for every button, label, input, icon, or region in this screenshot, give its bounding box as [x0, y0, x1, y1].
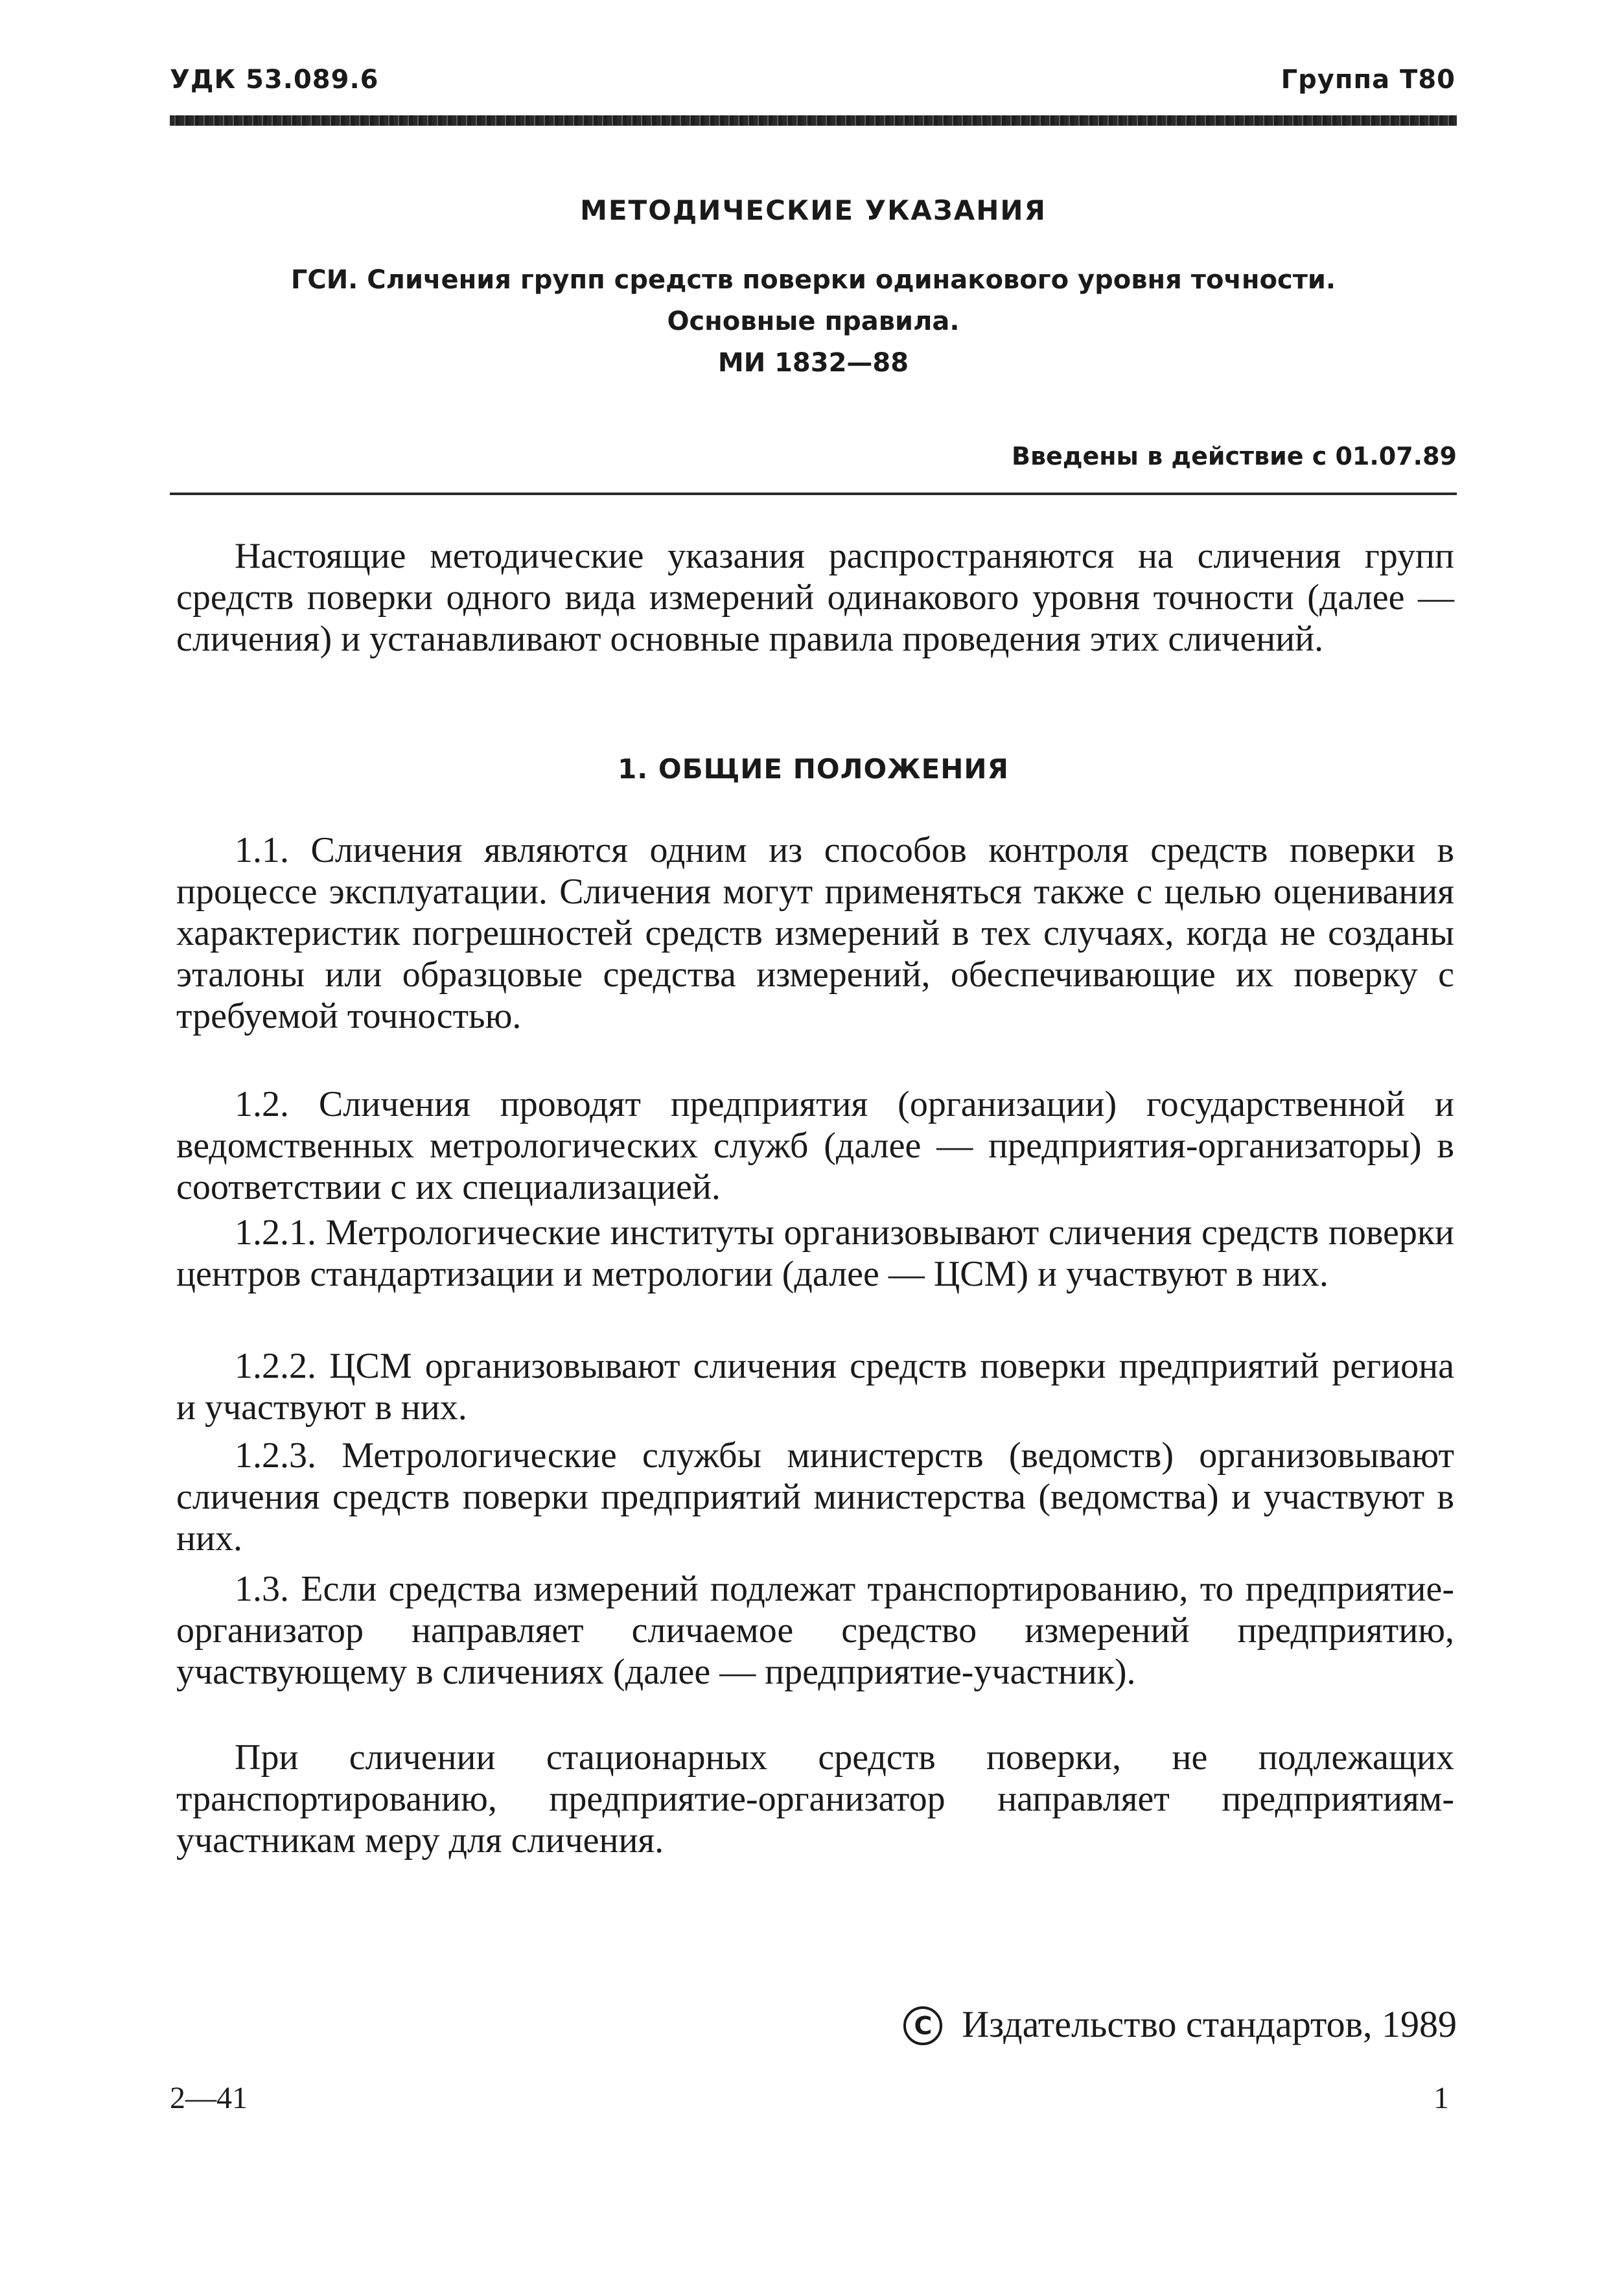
- title-line-2: Основные правила.: [667, 307, 960, 336]
- effective-date: Введены в действие с 01.07.89: [1012, 442, 1457, 470]
- paragraph-1-2-3: 1.2.3. Метрологические службы министерств (ведомств) организовывают сличения средств поверки предприятий министерства (ведомства) и участвуют в них.: [176, 1435, 1454, 1559]
- copyright-text: Издательство стандартов, 1989: [962, 2003, 1457, 2045]
- paragraph-1-2: 1.2. Сличения проводят предприятия (организации) государственной и ведомственных метрологических служб (далее — предприятия-организаторы) в соответствии с их специализацией.: [176, 1084, 1454, 1207]
- page-number: 1: [1433, 2081, 1449, 2115]
- paragraph-1-3: 1.3. Если средства измерений подлежат транспортированию, то предприятие-организатор направляет сличаемое средство измерений предприятию, участвующему в сличениях (далее — предприятие-участник).: [176, 1569, 1454, 1692]
- title-divider-rule: [170, 493, 1457, 495]
- paragraph-1-1: 1.1. Сличения являются одним из способов контроля средств поверки в процессе эксплуатации. Сличения могут применяться также с целью оценивания характеристик погрешностей средств измерений в тех случаях, когда не созданы эталоны или образцовые средства измерений, обеспечивающие их поверку с требуемой точностью.: [176, 830, 1454, 1036]
- title-line-3: МИ 1832—88: [717, 348, 909, 378]
- paragraph-stationary: При сличении стационарных средств поверки, не подлежащих транспортированию, предприятие-организатор направляет предприятиям-участникам меру для сличения.: [176, 1737, 1454, 1861]
- paragraph-1-2-1: 1.2.1. Метрологические институты организовывают сличения средств поверки центров стандартизации и метрологии (далее — ЦСМ) и участвуют в них.: [176, 1212, 1454, 1294]
- print-code: 2—41: [170, 2081, 248, 2115]
- title-line-1: ГСИ. Сличения групп средств поверки одинакового уровня точности.: [290, 265, 1336, 295]
- udk-code: УДК 53.089.6: [170, 65, 379, 95]
- document-kind: МЕТОДИЧЕСКИЕ УКАЗАНИЯ: [580, 194, 1047, 226]
- paragraph-1-2-2: 1.2.2. ЦСМ организовывают сличения средств поверки предприятий региона и участвуют в них.: [176, 1346, 1454, 1428]
- header-divider-bar: [170, 115, 1457, 126]
- section-heading: 1. ОБЩИЕ ПОЛОЖЕНИЯ: [618, 753, 1009, 785]
- intro-paragraph: Настоящие методические указания распространяются на сличения групп средств поверки одного вида измерений одинакового уровня точности (далее — сличения) и устанавливают основные правила проведения этих сличений.: [176, 536, 1454, 659]
- group-code: Группа Т80: [1281, 65, 1456, 95]
- document-title: [170, 259, 1457, 384]
- copyright-notice: [903, 2002, 1457, 2046]
- copyright-icon: C: [903, 2006, 942, 2045]
